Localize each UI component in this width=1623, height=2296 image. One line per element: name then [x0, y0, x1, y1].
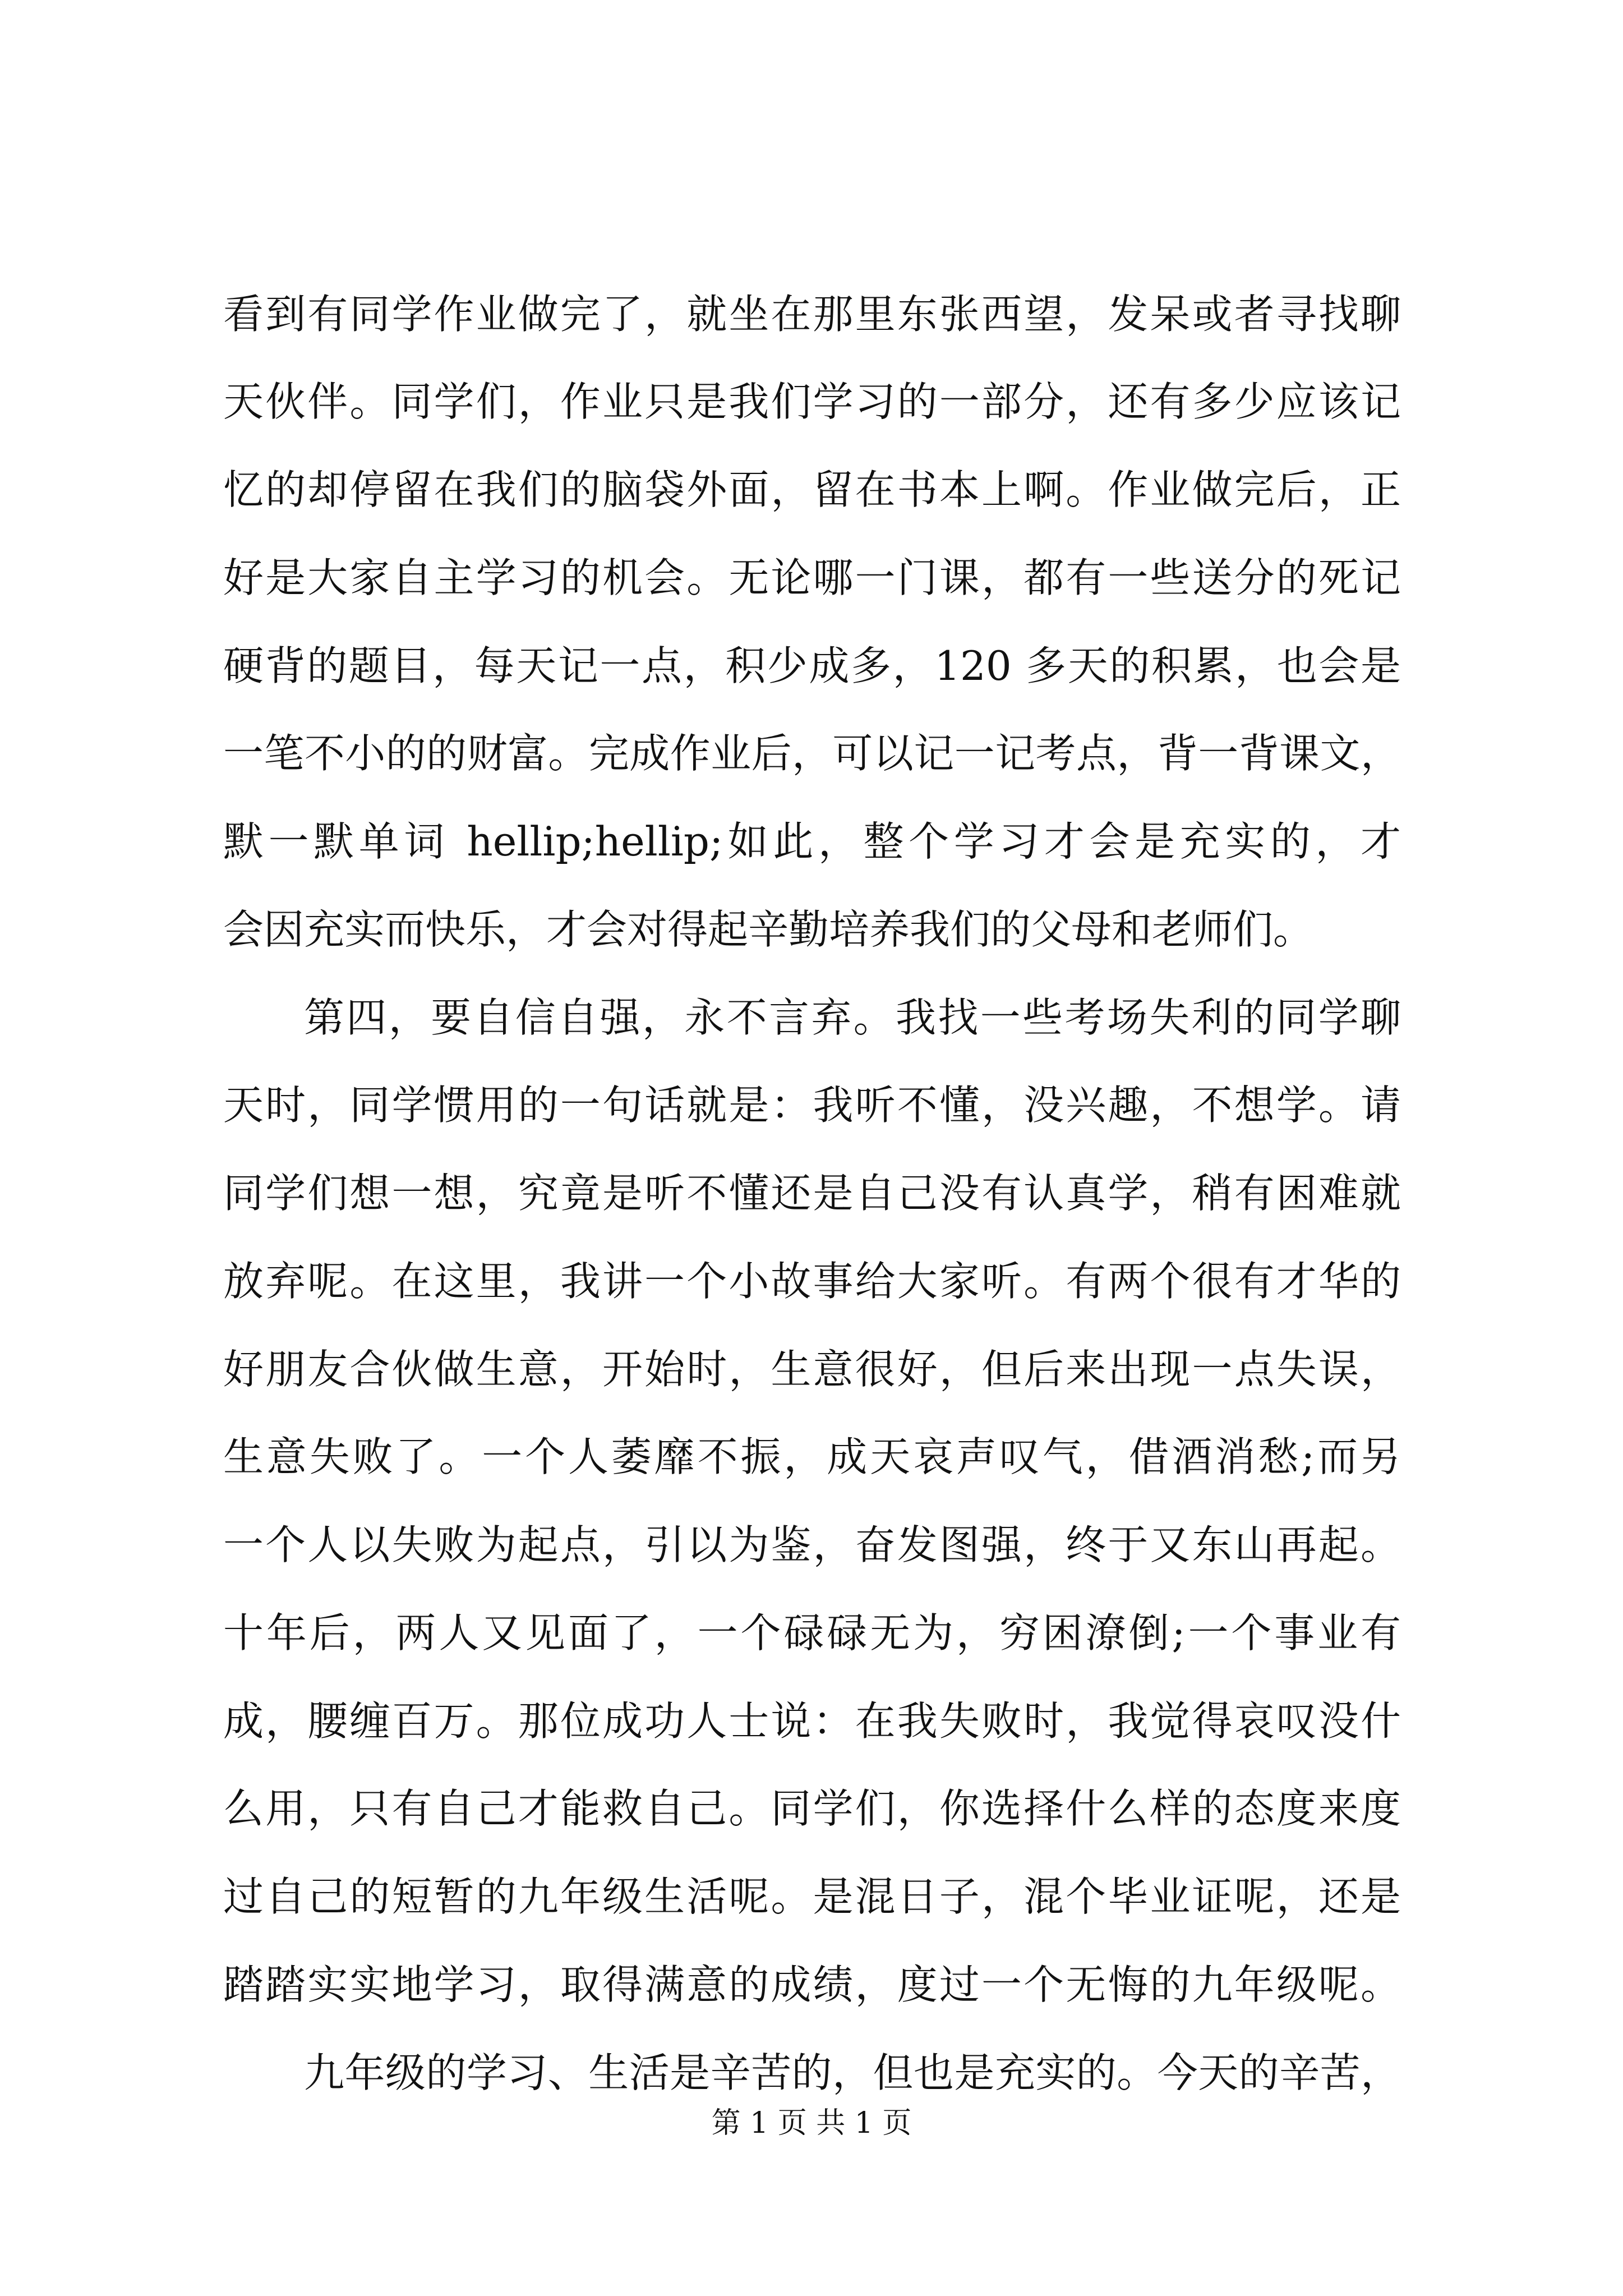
- text-line: 看到有同学作业做完了，就坐在那里东张西望，发呆或者寻找聊: [223, 291, 1401, 338]
- text-line: 忆的却停留在我们的脑袋外面，留在书本上啊。作业做完后，正: [223, 466, 1401, 513]
- text-line: 硬背的题目，每天记一点，积少成多，120 多天的积累，也会是: [223, 642, 1401, 689]
- text-line: 么用，只有自己才能救自己。同学们，你选择什么样的态度来度: [223, 1785, 1401, 1832]
- text-line: 好是大家自主学习的机会。无论哪一门课，都有一些送分的死记: [223, 554, 1401, 601]
- text-line: 生意失败了。一个人萎靡不振，成天哀声叹气，借酒消愁;而另: [223, 1433, 1401, 1480]
- text-line: 默一默单词 hellip;hellip;如此，整个学习才会是充实的，才: [223, 818, 1401, 865]
- text-line: 一个人以失败为起点，引以为鉴，奋发图强，终于又东山再起。: [223, 1521, 1401, 1568]
- text-line: 会因充实而快乐，才会对得起辛勤培养我们的父母和老师们。: [223, 906, 1314, 953]
- paragraph-first-line: 第四，要自信自强，永不言弃。我找一些考场失利的同学聊: [304, 994, 1401, 1041]
- text-line: 踏踏实实地学习，取得满意的成绩，度过一个无悔的九年级呢。: [223, 1961, 1401, 2008]
- text-line: 放弃呢。在这里，我讲一个小故事给大家听。有两个很有才华的: [223, 1258, 1401, 1305]
- text-line: 天伙伴。同学们，作业只是我们学习的一部分，还有多少应该记: [223, 378, 1401, 425]
- text-line: 天时，同学惯用的一句话就是：我听不懂，没兴趣，不想学。请: [223, 1082, 1401, 1129]
- text-line: 同学们想一想，究竟是听不懂还是自己没有认真学，稍有困难就: [223, 1170, 1401, 1217]
- paragraph-first-line: 九年级的学习、生活是辛苦的，但也是充实的。今天的辛苦，: [304, 2049, 1401, 2096]
- text-line: 成，腰缠百万。那位成功人士说：在我失败时，我觉得哀叹没什: [223, 1697, 1401, 1745]
- text-line: 一笔不小的的财富。完成作业后，可以记一记考点，背一背课文，: [223, 730, 1401, 777]
- text-line: 过自己的短暂的九年级生活呢。是混日子，混个毕业证呢，还是: [223, 1873, 1401, 1920]
- page-number-footer: 第 1 页 共 1 页: [711, 2106, 912, 2140]
- text-line: 好朋友合伙做生意，开始时，生意很好，但后来出现一点失误，: [223, 1346, 1401, 1393]
- text-line: 十年后，两人又见面了，一个碌碌无为，穷困潦倒;一个事业有: [223, 1609, 1401, 1657]
